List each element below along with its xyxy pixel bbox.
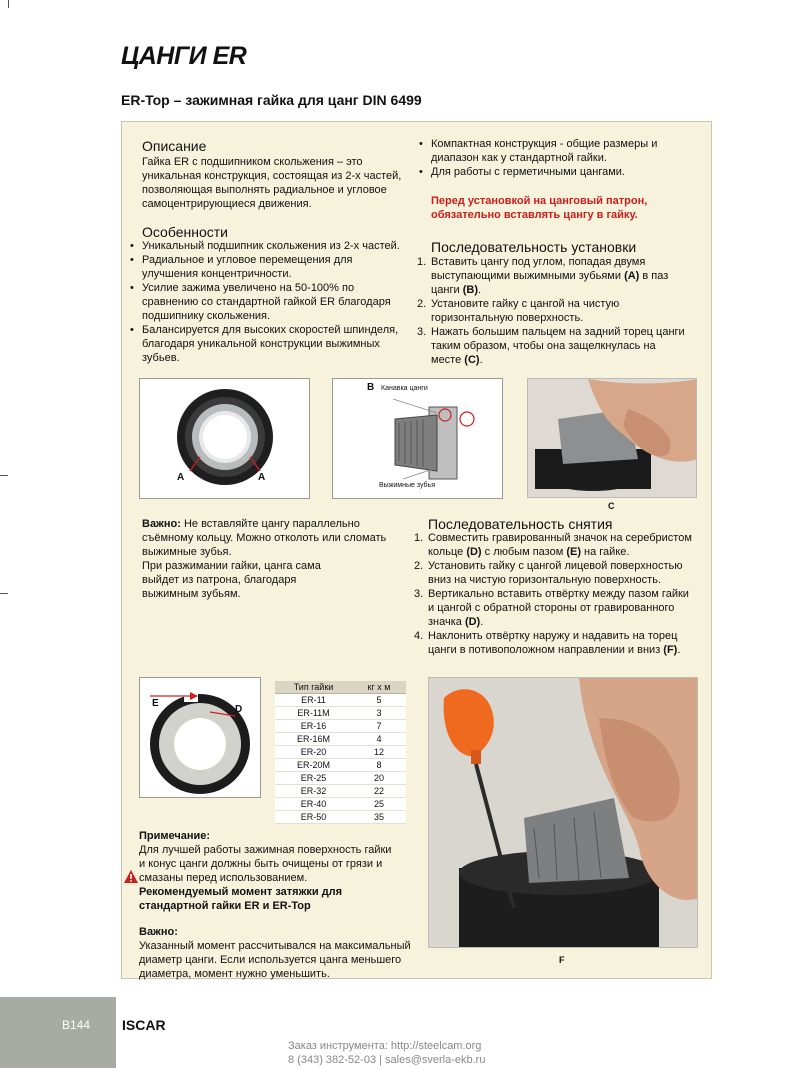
warning-icon — [124, 870, 138, 883]
figure-install-photo — [527, 378, 697, 498]
table-row: ER-20M 8 — [275, 759, 406, 772]
install-step: 2. Установите гайку с цангой на чистую горизонтальную поверхность. — [417, 298, 620, 324]
footer-tab — [0, 997, 116, 1068]
label-b: B — [367, 382, 375, 393]
feature-item: • Усилие зажима увеличено на 50-100% по сравнению со стандартной гайкой ER благодаря подшипнику скольжения. — [128, 281, 418, 323]
features-heading: Особенности — [142, 224, 228, 240]
table-row: ER-16 7 — [275, 720, 406, 733]
feature-item: • Уникальный подшипник скольжения из 2-х частей. — [128, 239, 418, 253]
description-text — [142, 155, 412, 211]
important-label: Важно: — [142, 518, 181, 530]
feature-item: • Балансируется для высоких скоростей шпинделя, благодаря уникальной конструкции выжимных зубьев. — [128, 323, 418, 365]
figure-removal-photo — [428, 677, 698, 948]
order-line: Заказ инструмента: http://steelcam.org — [288, 1040, 482, 1052]
crop-mark — [0, 593, 8, 594]
table-row: ER-50 35 — [275, 811, 406, 824]
label-a-left: A — [177, 472, 185, 483]
description-line: самоцентрирующиеся движения. — [142, 198, 312, 210]
crop-mark — [8, 0, 9, 8]
label-a-right: A — [258, 472, 266, 483]
table-row: ER-25 20 — [275, 772, 406, 785]
right-bullet-item: • Для работы с герметичными цангами. — [417, 165, 707, 179]
right-bullet-item: • Компактная конструкция - общие размеры и диапазон как у стандартной гайки. — [417, 137, 707, 165]
table-row: ER-16M 4 — [275, 733, 406, 746]
removal-photo-illustration — [429, 678, 698, 948]
removal-step: 3. Вертикально вставить отвёртку между пазом гайки и цангой с обратной стороны от гравированного значка (D). — [414, 588, 689, 628]
page-title: ЦАНГИ ER — [121, 42, 247, 70]
removal-heading: Последовательность снятия — [428, 516, 613, 532]
label-d: D — [235, 704, 243, 715]
removal-step: 2. Установить гайку с цангой лицевой поверхностью вниз на чистую горизонтальную поверхность. — [414, 560, 683, 586]
label-groove: Канавка цанги — [381, 385, 428, 392]
install-steps — [417, 255, 707, 367]
label-e: E — [152, 698, 159, 709]
features-list — [128, 239, 418, 365]
page-number: B144 — [62, 1018, 91, 1032]
section-view-illustration — [333, 379, 503, 499]
label-teeth: Выжимные зубья — [379, 482, 435, 489]
install-photo-illustration — [528, 379, 697, 498]
note-label: Примечание: — [139, 830, 211, 842]
removal-step: 4. Наклонить отвёртку наружу и надавить на торец цанги в потивоположном направлении и вниз (F). — [414, 630, 681, 656]
torque-table — [275, 681, 406, 824]
figure-nut-front — [139, 378, 310, 499]
crop-mark — [0, 475, 8, 476]
table-row: ER-32 22 — [275, 785, 406, 798]
nut-marking-illustration — [140, 678, 261, 798]
warning-text: Перед установкой на цанговый патрон, обязательно вставлять цангу в гайку. — [431, 195, 648, 221]
description-line: Гайка ER с подшипником скольжения – это — [142, 156, 363, 168]
important-block: Важно: Не вставляйте цангу параллельно съёмному кольцу. Можно отколоть или сломать выжимные зубья. При разжимании гайки, цанга сама выйдет из патрона, благодаря выжимным зубьям. — [142, 518, 387, 600]
table-row: ER-20 12 — [275, 746, 406, 759]
table-header-torque: кг х м — [352, 681, 406, 694]
install-heading: Последовательность установки — [431, 239, 637, 255]
removal-step: 1. Совместить гравированный значок на серебристом кольце (D) с любым пазом (E) на гайке. — [414, 532, 692, 558]
figure-section-view — [332, 378, 503, 499]
description-line: позволяющая выполнять радиальное и угловое — [142, 184, 387, 196]
install-step: 3. Нажать большим пальцем на задний торец цанги таким образом, чтобы она защелкнулась на месте (C). — [417, 326, 685, 366]
table-row: ER-40 25 — [275, 798, 406, 811]
contact-line: 8 (343) 382-52-03 | sales@sverla-ekb.ru — [288, 1054, 486, 1066]
page-subtitle: ER-Top – зажимная гайка для цанг DIN 6499 — [121, 92, 422, 108]
note-important-label: Важно: — [139, 926, 178, 938]
figure-nut-marking — [139, 677, 261, 798]
install-step: 1. Вставить цангу под углом, попадая двумя выступающими выжимными зубьями (A) в паз цанги (B). — [417, 256, 669, 296]
table-header-type: Тип гайки — [275, 681, 352, 694]
removal-steps — [414, 531, 709, 657]
brand-name: ISCAR — [122, 1017, 166, 1033]
right-bullets — [417, 137, 707, 179]
nut-front-illustration — [140, 379, 310, 499]
feature-item: • Радиальное и угловое перемещения для улучшения концентричности. — [128, 253, 418, 281]
description-line: уникальная конструкция, состоящая из 2-х частей, — [142, 170, 402, 182]
label-f: F — [559, 955, 565, 965]
label-c: C — [608, 501, 615, 511]
table-row: ER-11M 3 — [275, 707, 406, 720]
description-heading: Описание — [142, 138, 207, 154]
table-row: ER-11 5 — [275, 694, 406, 707]
note-block: Примечание: Для лучшей работы зажимная поверхность гайки и конус цанги должны быть очищены от грязи и смазаны перед использованием. Рекомендуемый момент затяжки для стандартной гайки ER и ER-Top Важно: Указанный момент рассчитывался на максимальный диаметр цанги. Если используется цанга меньшего диаметра, момент нужно уменьшить. — [139, 829, 424, 981]
